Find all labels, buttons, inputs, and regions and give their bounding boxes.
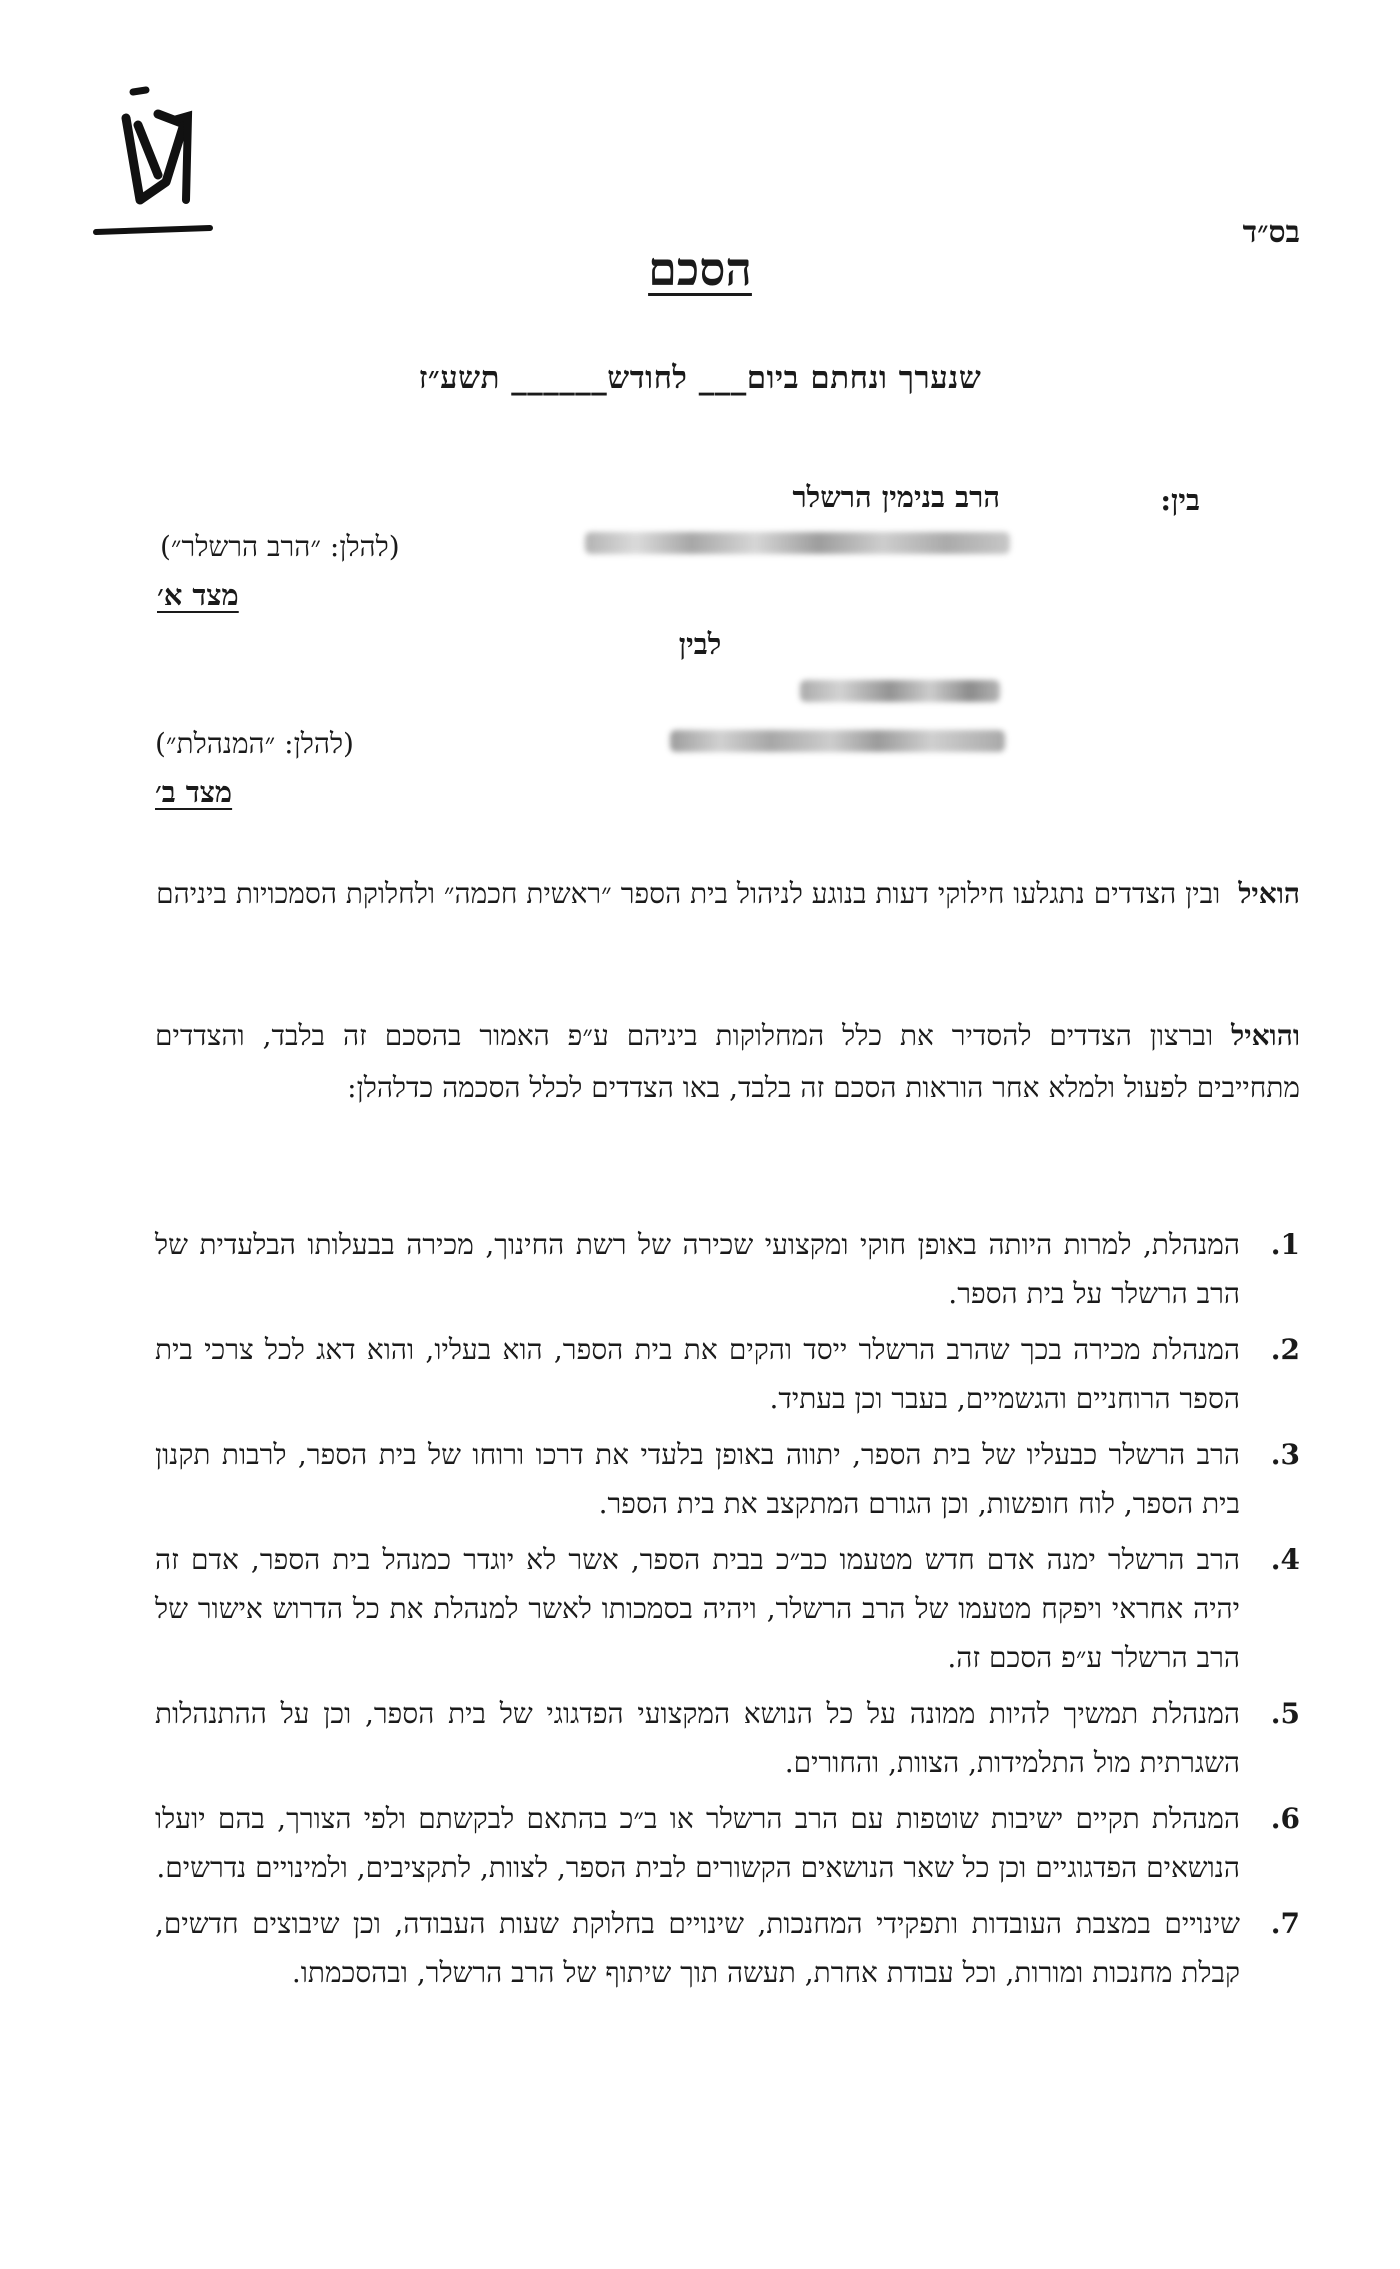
clause-text: המנהלת מכירה בכך שהרב הרשלר ייסד והקים את בית הספר, הוא בעליו, והוא דאג לכל צרכי בית הספר הרוחניים והגשמיים, בעבר וכן בעתיד. <box>155 1333 1240 1415</box>
document-title <box>0 242 1400 296</box>
clause-item <box>155 1899 1300 1997</box>
clause-number: 6. <box>1270 1802 1300 1835</box>
handwritten-logo-mark <box>88 80 228 255</box>
clause-number: 3. <box>1270 1438 1300 1471</box>
clause-item <box>155 1220 1300 1318</box>
recital-1-lead: הואיל <box>1238 877 1300 910</box>
and-between-label: לבין <box>678 627 722 661</box>
clause-text: הרב הרשלר כבעליו של בית הספר, יתווה באופן בלעדי את דרכו ורוחו של בית הספר, לרבות תקנון בית הספר, לוח חופשות, וכן הגורם המתקצב את בית הספר. <box>155 1438 1240 1520</box>
clause-number: 1. <box>1270 1228 1300 1261</box>
clauses-list <box>155 1220 1300 2004</box>
document-title-text: הסכם <box>648 242 752 296</box>
party-a-name: הרב בנימין הרשלר <box>792 480 1000 514</box>
clause-item <box>155 1535 1300 1682</box>
clause-number: 5. <box>1270 1697 1300 1730</box>
party-a-side-label: מצד א׳ <box>157 578 239 612</box>
bsd-header: בס״ד <box>1242 215 1300 250</box>
clause-text: המנהלת תמשיך להיות ממונה על כל הנושא המקצועי הפדגוגי של בית הספר, וכן על ההתנהלות השגרתית מול התלמידות, הצוות, והחורים. <box>155 1697 1240 1779</box>
redacted-party-b-details <box>670 730 1005 752</box>
clause-number: 4. <box>1270 1543 1300 1576</box>
clause-number: 7. <box>1270 1907 1300 1940</box>
clause-text: המנהלת, למרות היותה באופן חוקי ומקצועי שכירה של רשת החינוך, מכירה בבעלותו הבלעדית של הרב הרשלר על בית הספר. <box>155 1228 1240 1310</box>
redacted-party-a-details <box>585 532 1010 554</box>
between-label: בין: <box>1160 483 1200 517</box>
recital-2-lead: והואיל <box>1231 1019 1300 1052</box>
recital-2 <box>155 1010 1300 1114</box>
clause-item <box>155 1325 1300 1423</box>
clause-item <box>155 1430 1300 1528</box>
clause-item <box>155 1689 1300 1787</box>
recital-2-text: וברצון הצדדים להסדיר את כלל המחלוקות ביניהם ע״פ האמור בהסכם זה בלבד, והצדדים מתחייבים לפעול ולמלא אחר הוראות הסכם זה בלבד, באו הצדדים לכלל הסכמה כדלהלן: <box>155 1019 1300 1104</box>
party-b-side-label: מצד ב׳ <box>155 775 233 809</box>
document-date-line: שנערך ונחתם ביום___ לחודש______ תשע״ז <box>418 360 982 396</box>
party-a-alias: (להלן: ״הרב הרשלר״) <box>160 530 400 563</box>
clause-text: שינויים במצבת העובדות ותפקידי המחנכות, שינויים בחלוקת שעות העבודה, וכן שיבוצים חדשים, קבלת מחנכות ומורות, וכל עבודת אחרת, תעשה תוך שיתוף של הרב הרשלר, ובהסכמתו. <box>155 1907 1240 1989</box>
clause-item <box>155 1794 1300 1892</box>
clause-text: הרב הרשלר ימנה אדם חדש מטעמו כב״כ בבית הספר, אשר לא יוגדר כמנהל בית הספר, אדם זה יהיה אחראי ויפקח מטעמו של הרב הרשלר, ויהיה בסמכותו לאשר למנהלת את כל הדרוש אישור של הרב הרשלר ע״פ הסכם זה. <box>155 1543 1240 1674</box>
clause-number: 2. <box>1270 1333 1300 1366</box>
redacted-party-b-name <box>800 680 1000 702</box>
party-b-alias: (להלן: ״המנהלת״) <box>155 727 354 760</box>
clause-text: המנהלת תקיים ישיבות שוטפות עם הרב הרשלר או ב״כ בהתאם לבקשתם ולפי הצורך, בהם יועלו הנושאים הפדגוגיים וכן כל שאר הנושאים הקשורים לבית הספר, לצוות, לתקציבים, ולמינויים נדרשים. <box>155 1802 1240 1884</box>
recital-1 <box>155 868 1300 920</box>
recital-1-text: ובין הצדדים נתגלעו חילוקי דעות בנוגע לניהול בית הספר ״ראשית חכמה״ ולחלוקת הסמכויות ביניהם <box>156 877 1221 910</box>
